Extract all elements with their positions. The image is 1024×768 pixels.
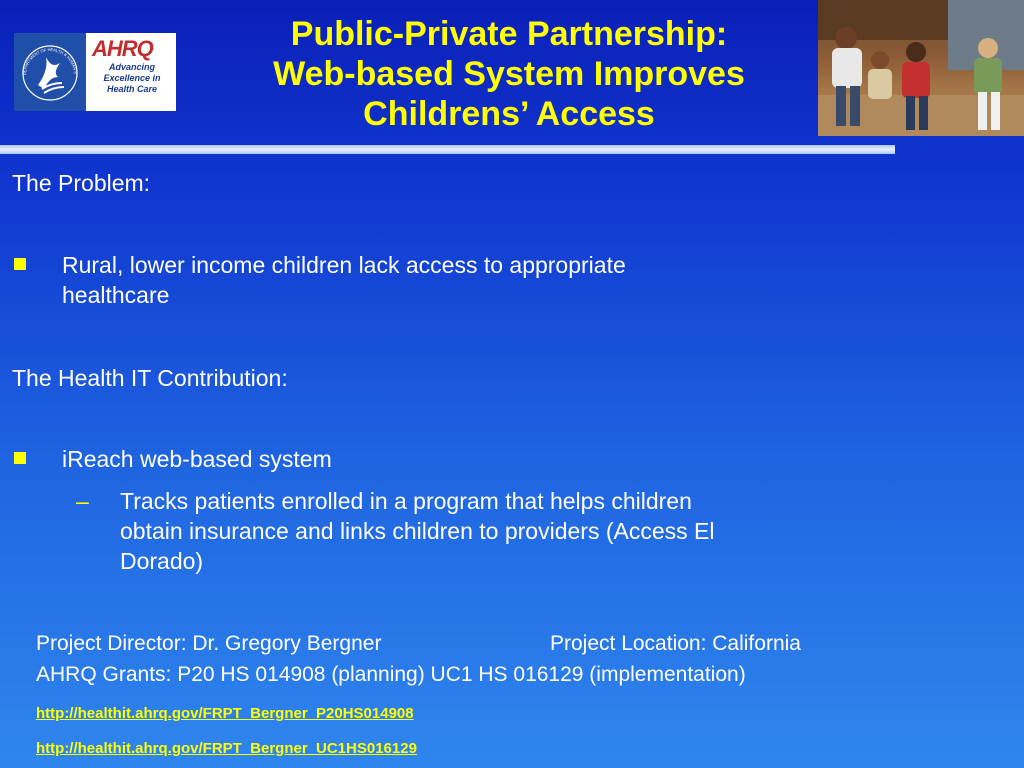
contribution-heading: The Health IT Contribution: [12, 365, 288, 391]
slide-title [200, 14, 818, 134]
square-bullet-icon [14, 452, 26, 464]
problem-heading: The Problem: [12, 170, 151, 196]
title-line-1: Public-Private Partnership: [290, 15, 728, 53]
sub-text-line-3: Dorado) [120, 548, 204, 574]
problem-bullet [14, 250, 626, 310]
problem-text-line-2: healthcare [62, 282, 170, 308]
svg-text:DEPARTMENT OF HEALTH & HUMAN S: DEPARTMENT OF HEALTH & HUMAN S [21, 46, 79, 76]
logo-group [14, 33, 176, 111]
title-divider [0, 145, 895, 154]
square-bullet-icon [14, 258, 26, 270]
sub-text-line-1: Tracks patients enrolled in a program that helps children [120, 488, 692, 514]
project-footer [36, 628, 936, 690]
dash-bullet-icon: – [76, 488, 89, 514]
grant-link-implementation[interactable]: http://healthit.ahrq.gov/FRPT_Bergner_UC1HS016129 [36, 740, 417, 757]
contribution-text: iReach web-based system [62, 446, 332, 472]
title-line-2: Web-based System Improves [273, 55, 745, 93]
grant-link-planning[interactable]: http://healthit.ahrq.gov/FRPT_Bergner_P20HS014908 [36, 705, 414, 722]
contribution-sub-bullet [76, 486, 900, 576]
ahrq-tagline: Advancing Excellence in Health Care [103, 62, 161, 94]
contribution-bullet [14, 444, 332, 474]
children-running-photo [818, 0, 1024, 136]
project-director: Project Director: Dr. Gregory Bergner [36, 632, 382, 655]
sub-text-line-2: obtain insurance and links children to providers (Access El [120, 518, 715, 544]
title-line-3: Childrens’ Access [363, 95, 655, 133]
project-grants: AHRQ Grants: P20 HS 014908 (planning) UC1 HS 016129 (implementation) [36, 663, 746, 686]
hhs-eagle-icon [18, 37, 82, 107]
ahrq-logo [86, 33, 176, 111]
problem-text-line-1: Rural, lower income children lack access to appropriate [62, 252, 626, 278]
project-location: Project Location: California [550, 632, 801, 655]
hhs-logo [14, 33, 86, 111]
ahrq-wordmark: AHRQ [92, 36, 153, 61]
